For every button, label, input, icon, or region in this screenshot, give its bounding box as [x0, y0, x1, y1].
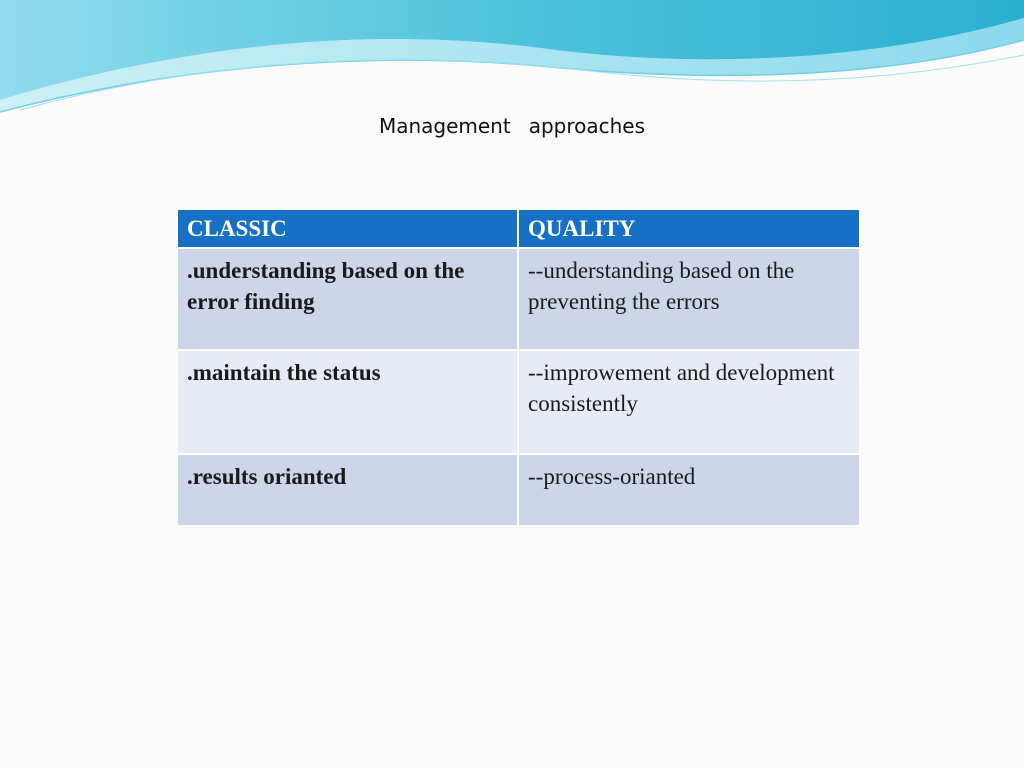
- slide-title: [0, 110, 1024, 142]
- slide-title-word-2: approaches: [528, 114, 646, 138]
- table-row: [177, 350, 860, 454]
- header-quality: QUALITY: [518, 209, 860, 248]
- header-classic: CLASSIC: [177, 209, 518, 248]
- quality-cell: --understanding based on the preventing the errors: [518, 248, 860, 350]
- table-row: [177, 248, 860, 350]
- quality-cell: --process-orianted: [518, 454, 860, 526]
- slide-title-word-1: Management: [378, 114, 511, 138]
- classic-cell: .maintain the status: [177, 350, 518, 454]
- table-row: [177, 454, 860, 526]
- classic-cell: .results orianted: [177, 454, 518, 526]
- classic-cell: .understanding based on the error finding: [177, 248, 518, 350]
- table-header-row: [177, 209, 860, 248]
- quality-cell: --improwement and development consistently: [518, 350, 860, 454]
- comparison-table: [176, 208, 861, 527]
